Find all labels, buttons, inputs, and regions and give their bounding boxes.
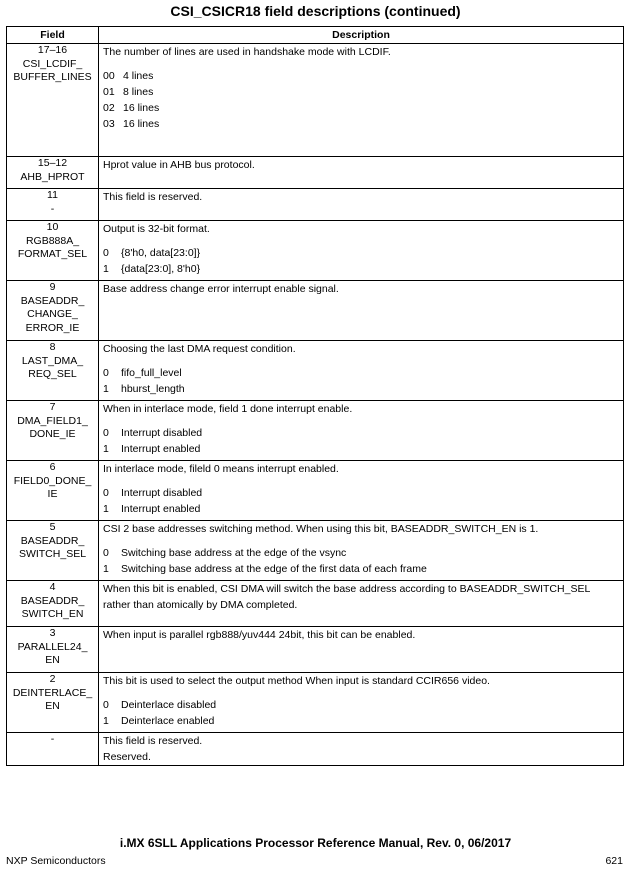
- spacer: [103, 537, 619, 545]
- field-name-line: BASEADDR_: [20, 534, 85, 547]
- field-name-line: BASEADDR_: [20, 594, 85, 607]
- field-cell: [7, 673, 99, 733]
- enum-value-row: [103, 365, 619, 381]
- description-cell: [99, 461, 624, 521]
- description-column-header: Description: [99, 27, 624, 44]
- enum-description: Switching base address at the edge of the vsync: [121, 547, 347, 559]
- table-row: [7, 581, 624, 627]
- spacer: [103, 477, 619, 485]
- enum-value-row: [103, 68, 619, 84]
- description-text: Reserved.: [103, 751, 151, 763]
- description-text: When in interlace mode, field 1 done interrupt enable.: [103, 403, 353, 415]
- enum-key: 1: [103, 503, 109, 515]
- description-cell: [99, 281, 624, 341]
- table-row: [7, 673, 624, 733]
- table-row: [7, 401, 624, 461]
- field-name-line: -: [50, 202, 55, 215]
- field-name-line: EN: [45, 700, 60, 712]
- description-cell: [99, 733, 624, 766]
- enum-description: fifo_full_level: [121, 367, 182, 379]
- field-cell: [7, 281, 99, 341]
- field-cell: [7, 733, 99, 766]
- field-name-line: 11: [47, 189, 58, 201]
- description-cell: [99, 521, 624, 581]
- table-row: [7, 521, 624, 581]
- field-name-line: 15–12: [37, 157, 68, 169]
- enum-description: {8'h0, data[23:0]}: [121, 247, 201, 259]
- enum-key: 0: [103, 247, 109, 259]
- table-header-row: [7, 27, 624, 44]
- enum-description: Switching base address at the edge of the first data of each frame: [121, 563, 427, 575]
- page-number: 621: [605, 855, 623, 867]
- description-text: This field is reserved.: [103, 191, 203, 203]
- table-row: [7, 157, 624, 189]
- field-cell: [7, 401, 99, 461]
- enum-description: hburst_length: [121, 383, 185, 395]
- description-text: Base address change error interrupt enable signal.: [103, 283, 339, 295]
- field-name-line: FIELD0_DONE_: [13, 474, 92, 487]
- spacer: [103, 417, 619, 425]
- enum-value-row: [103, 245, 619, 261]
- enum-description: Interrupt enabled: [121, 443, 201, 455]
- description-text: In interlace mode, fileld 0 means interrupt enabled.: [103, 463, 339, 475]
- enum-key: 1: [103, 263, 109, 275]
- enum-key: 0: [103, 487, 109, 499]
- description-text: CSI 2 base addresses switching method. When using this bit, BASEADDR_SWITCH_EN is 1.: [103, 523, 539, 535]
- description-cell: [99, 44, 624, 157]
- field-name-line: ERROR_IE: [25, 321, 80, 334]
- field-name-line: DEINTERLACE_: [12, 686, 93, 699]
- field-name-line: DMA_FIELD1_: [17, 414, 88, 427]
- table-row: [7, 733, 624, 766]
- enum-description: Deinterlace disabled: [121, 699, 217, 711]
- enum-value-row: [103, 441, 619, 457]
- field-name-line: LAST_DMA_: [21, 354, 84, 367]
- enum-description: 4 lines: [123, 70, 154, 82]
- field-column-header: Field: [7, 27, 99, 44]
- field-cell: [7, 157, 99, 189]
- description-cell: [99, 221, 624, 281]
- field-name-line: SWITCH_SEL: [18, 548, 87, 560]
- table-row: [7, 189, 624, 221]
- field-name-line: FORMAT_SEL: [17, 248, 88, 260]
- field-name-line: REQ_SEL: [28, 368, 77, 380]
- spacer: [103, 60, 619, 68]
- enum-key: 1: [103, 563, 109, 575]
- field-name-line: IE: [47, 488, 58, 500]
- description-cell: [99, 157, 624, 189]
- field-descriptions-table: [6, 26, 624, 766]
- enum-key: 0: [103, 367, 109, 379]
- description-text: This field is reserved.: [103, 735, 203, 747]
- enum-value-row: [103, 84, 619, 100]
- table-row: [7, 341, 624, 401]
- field-name-line: -: [50, 733, 55, 745]
- field-cell: [7, 189, 99, 221]
- field-name-line: BUFFER_LINES: [13, 71, 92, 83]
- enum-key: 0: [103, 547, 109, 559]
- table-row: [7, 44, 624, 157]
- description-cell: [99, 341, 624, 401]
- field-cell: [7, 461, 99, 521]
- table-row: [7, 221, 624, 281]
- description-cell: [99, 581, 624, 627]
- field-name-line: EN: [45, 654, 60, 666]
- enum-value-row: [103, 100, 619, 116]
- field-name-line: 7: [49, 401, 56, 413]
- table-body: [7, 44, 624, 766]
- table-row: [7, 461, 624, 521]
- page-title: CSI_CSICR18 field descriptions (continued): [170, 3, 461, 19]
- field-name-line: 17–16: [37, 44, 68, 56]
- description-text: Output is 32-bit format.: [103, 223, 210, 235]
- spacer: [103, 689, 619, 697]
- field-name-line: 8: [49, 341, 56, 353]
- description-cell: [99, 401, 624, 461]
- field-cell: [7, 44, 99, 157]
- enum-key: 1: [103, 443, 109, 455]
- enum-description: Interrupt enabled: [121, 503, 201, 515]
- description-text: This bit is used to select the output method When input is standard CCIR656 video.: [103, 675, 490, 687]
- enum-value-row: [103, 545, 619, 561]
- field-name-line: AHB_HPROT: [20, 170, 85, 183]
- enum-value-row: [103, 697, 619, 713]
- enum-description: 16 lines: [123, 118, 160, 130]
- enum-value-row: [103, 381, 619, 397]
- field-name-line: CHANGE_: [27, 308, 78, 320]
- description-text: Hprot value in AHB bus protocol.: [103, 159, 255, 171]
- enum-key: 00: [103, 70, 115, 82]
- description-text: Choosing the last DMA request condition.: [103, 343, 296, 355]
- description-text: When input is parallel rgb888/yuv444 24bit, this bit can be enabled.: [103, 629, 416, 641]
- field-name-line: DONE_IE: [29, 428, 76, 440]
- enum-key: 0: [103, 699, 109, 711]
- field-name-line: 9: [49, 281, 56, 293]
- enum-key: 1: [103, 715, 109, 727]
- description-text: When this bit is enabled, CSI DMA will switch the base address according to BASEADDR_SWITCH_SEL: [103, 583, 591, 595]
- company-name: NXP Semiconductors: [6, 855, 106, 867]
- field-cell: [7, 341, 99, 401]
- enum-value-row: [103, 261, 619, 277]
- description-text: rather than atomically by DMA completed.: [103, 599, 298, 611]
- field-cell: [7, 221, 99, 281]
- enum-key: 02: [103, 102, 115, 114]
- description-cell: [99, 189, 624, 221]
- enum-key: 01: [103, 86, 115, 98]
- enum-value-row: [103, 713, 619, 729]
- field-name-line: BASEADDR_: [20, 294, 85, 307]
- field-cell: [7, 521, 99, 581]
- enum-description: {data[23:0], 8'h0}: [121, 263, 201, 275]
- enum-key: 1: [103, 383, 109, 395]
- table-row: [7, 627, 624, 673]
- spacer: [103, 357, 619, 365]
- spacer: [103, 237, 619, 245]
- field-cell: [7, 627, 99, 673]
- field-name-line: 5: [49, 521, 56, 533]
- enum-description: Deinterlace enabled: [121, 715, 215, 727]
- manual-title: i.MX 6SLL Applications Processor Reference Manual, Rev. 0, 06/2017: [119, 836, 512, 850]
- field-name-line: 2: [49, 673, 56, 685]
- enum-key: 03: [103, 118, 115, 130]
- field-name-line: 6: [49, 461, 56, 473]
- enum-value-row: [103, 561, 619, 577]
- enum-value-row: [103, 425, 619, 441]
- enum-value-row: [103, 116, 619, 132]
- enum-description: Interrupt disabled: [121, 487, 203, 499]
- description-cell: [99, 673, 624, 733]
- field-name-line: 3: [49, 627, 56, 639]
- field-name-line: CSI_LCDIF_: [22, 57, 83, 70]
- field-name-line: RGB888A_: [25, 234, 80, 247]
- enum-description: Interrupt disabled: [121, 427, 203, 439]
- enum-description: 8 lines: [123, 86, 154, 98]
- field-name-line: 10: [46, 221, 59, 233]
- table-row: [7, 281, 624, 341]
- enum-value-row: [103, 485, 619, 501]
- description-text: The number of lines are used in handshake mode with LCDIF.: [103, 46, 391, 58]
- field-name-line: 4: [49, 581, 56, 593]
- enum-key: 0: [103, 427, 109, 439]
- enum-value-row: [103, 501, 619, 517]
- enum-description: 16 lines: [123, 102, 160, 114]
- description-cell: [99, 627, 624, 673]
- field-cell: [7, 581, 99, 627]
- field-name-line: SWITCH_EN: [21, 608, 84, 620]
- field-name-line: PARALLEL24_: [17, 640, 88, 653]
